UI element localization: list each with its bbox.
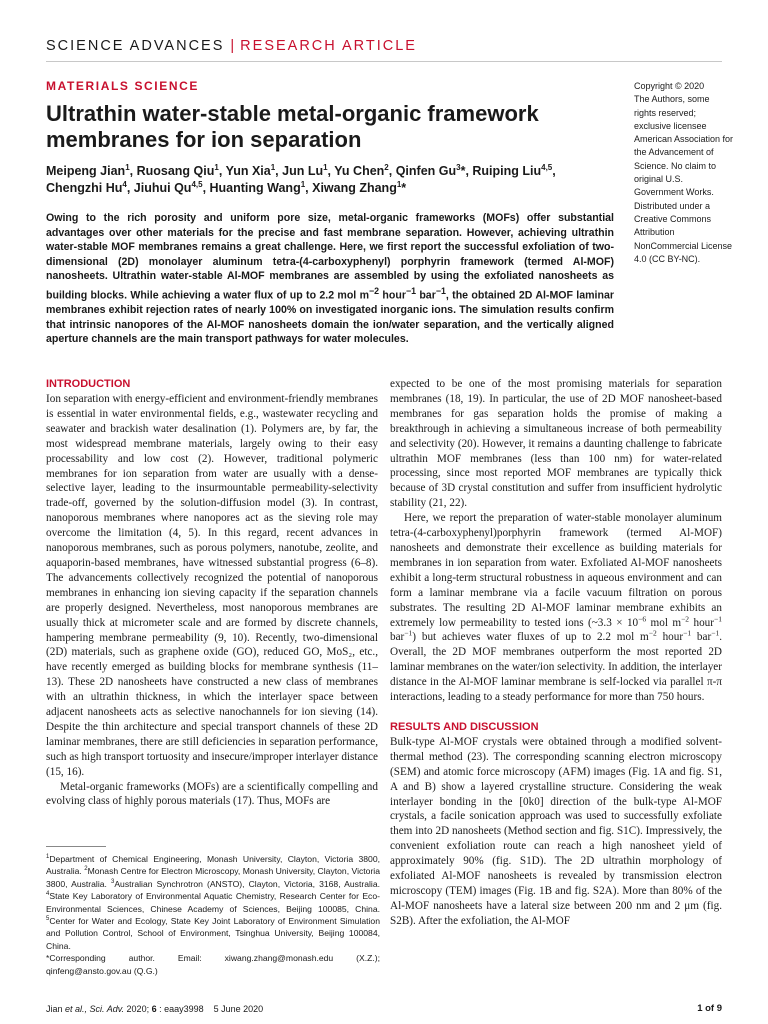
author: Jiuhui Qu$^{4,5}$,: [133, 179, 210, 195]
right-column: [390, 377, 722, 929]
affiliations: [46, 853, 380, 977]
author: Ruosang Qiu$^1$,: [136, 162, 226, 178]
header-separator: |: [230, 38, 235, 54]
footnote-divider: [46, 846, 106, 847]
body-paragraph: expected to be one of the most promising materials for separation membranes (18, 19). In particular, the use of 2D MOF nanosheet-based membranes for gas separation holds the promise of making a breakthrough in achieving a simultaneous increase of both permeability and selectivity (20). However, it remains a daunting challenge to fabricate ultrathin MOF membranes (less than 100 nm) for water-related processing, since most reported MOF membranes are typically thick because of 3D crystal constitution and suffer from insufficient hydrolytic stability (21, 22).: [390, 378, 722, 510]
section-heading-results: RESULTS AND DISCUSSION: [390, 720, 539, 733]
article-type: RESEARCH ARTICLE: [240, 38, 417, 54]
journal-header: [46, 38, 417, 54]
author: Chengzhi Hu$^4$,: [46, 179, 134, 195]
author: Jun Lu$^1$,: [282, 162, 335, 178]
body-paragraph: Metal-organic frameworks (MOFs) are a scientifically compelling and evolving class of highly porous materials (17). Thus, MOFs are: [46, 780, 378, 808]
author-list: [46, 163, 606, 197]
abstract: [46, 211, 614, 347]
author: Yu Chen$^2$,: [334, 162, 396, 178]
body-paragraph: Bulk-type Al-MOF crystals were obtained through a modified solvent-thermal method (23). The corresponding scanning electron microscopy (SEM) and atomic force microscopy (AFM) images (Fig. 1A and fig. S1, A and B) show a layered crystalline structure. Considering the weak interlayer bonding in the [0k0] direction of the bulk-type Al-MOF crystals, a facile sonication approach was used to successfully exfoliate them into 2D nanosheets (Method section and fig. S1C). Impressively, the convenient exfoliation route can reach a high nanosheet yield of approximately 90% (fig. S1D). The 2D ultrathin morphology of exfoliated Al-MOF nanosheets is revealed by transmission electron microscopy (TEM) images (Fig. 1B and fig. S2A). More than 80% of the Al-MOF nanosheets have a lateral size between 200 nm and 2 μm (fig. S2B). After the exfoliation, the Al-MOF: [390, 735, 722, 927]
abstract-text: Owing to the rich porosity and uniform pore size, metal-organic frameworks (MOFs) offer substantial advantages over other materials for the precise and fast membrane separation. However, achieving ultrathin water-stable MOF membranes remains a great challenge. Here, we first report the successful exfoliation of two-dimensional (2D) monolayer aluminum tetra-(4-carboxyphenyl) porphyrin framework (termed Al-MOF) nanosheets. Ultrathin water-stable Al-MOF membranes are assembled by using the exfoliated nanosheets as building blocks. While achieving a water flux of up to 2.2 mol $m^{-2}$ hour$^{-1}$ bar$^{-1}$, the obtained 2D Al-MOF laminar membranes exhibit rejection rates of nearly 100% on investigated inorganic ions. The simulation results confirm that intrinsic nanopores of the Al-MOF nanosheets domain the ion/water separation, and the vertically aligned aperture channels are the main transport pathways for water molecules.: [46, 212, 614, 346]
body-paragraph: Ion separation with energy-efficient and environment-friendly membranes is essential in water environmental fields, e.g., wastewater recycling and seawater and brackish water desalination (1). Polymers are, by far, the most widespread membrane materials, largely owing to their easy processability and low cost (2). However, traditional polymeric membranes for ion separation from water are usually with a dense-selective layer, leading to the insurmountable permeability-selectivity trade-off, governed by the solution-diffusion model (3). In contrast, nanoporous membranes where nanopores act as the sieving role may overcome the limitation (4, 5). In this regard, recent advances in nanoporous membranes, such as porous polymers, nanotube, zeolite, and aquaporin-based membranes, have witnessed substantial progress (6–8). The advancements collectively recognized the potential of nanoporous membranes in enhancing ion sieving capacity if the separation channels are properly designed. Nevertheless, most nanoporous membranes are usually thick at micrometer scale and are formed by discrete channels, hampering membrane permeability (9, 10). Recently, two-dimensional (2D) materials, such as graphene oxide (GO), reduced GO, MoS₂, etc., have recently emerged as building blocks for membrane synthesis (11–13). These 2D nanosheets have constructed a new class of membranes with an ultrathin thickness, in which the interlayer space between adjacent nanosheets acts as selective nanochannels for ion sieving (14). Despite the thin architecture and special transport channels of these 2D laminar membranes, there are still deficiencies in separation performance, such as high transport tortuosity and insecure/improper interlayer distance (15, 16).: [46, 393, 378, 778]
section-heading-introduction: INTRODUCTION: [46, 378, 131, 390]
copyright-line: Copyright © 2020: [634, 81, 705, 91]
affiliation-list: $^1$Department of Chemical Engineering, Monash University, Clayton, Victoria 3800, Australia. $^2$Monash Centre for Electron Microscopy, Monash University, Clayton, Victoria 3800, Australia. $^3$Australian Synchrotron (ANSTO), Clayton, Victoria, 3168, Australia. $^4$State Key Laboratory of Environmental Aquatic Chemistry, Research Center for Eco-Environmental Sciences, Chinese Academy of Sciences, Beijing 100085, China. $^5$Center for Water and Ecology, State Key Joint Laboratory of Environment Simulation and Pollution Control, School of Environment, Tsinghua University, Beijing 100084, China.: [46, 854, 380, 951]
header-divider: [46, 61, 722, 62]
article-title: Ultrathin water-stable metal-organic framework membranes for ion separation: [46, 101, 539, 152]
author: Qinfen Gu$^3$*,: [395, 162, 473, 178]
publication-date: 5 June 2020: [213, 1004, 264, 1014]
journal-name: SCIENCE ADVANCES: [46, 38, 225, 54]
author: Ruiping Liu$^{4,5}$,: [472, 162, 556, 178]
left-column: [46, 377, 378, 809]
citation-footer: Jian et al., Sci. Adv. 2020; 6 : eaay3998 5 June 2020: [46, 1004, 264, 1014]
body-paragraph: Here, we report the preparation of water-stable monolayer aluminum tetra-(4-carboxyphenyl)porphyrin framework (termed Al-MOF) nanosheets and demonstrate their excellence as building materials for membranes in ion separation from water. Exfoliated Al-MOF nanosheets exhibit a long-term structural robustness in aqueous environment and can form a laminar membrane via a facile vacuum filtration on porous substrates. The resulting 2D Al-MOF laminar membrane exhibits an extremely low permeability to tested ions (~3.3 × $10^{-6}$ mol $m^{-2}$ hour$^{-1}$ bar$^{-1}$) but achieves water fluxes of up to 2.2 mol $m^{-2}$ hour$^{-1}$ bar$^{-1}$. Overall, the 2D MOF membranes outperform the most reported 2D laminar membranes on the water/ion selectivity. In addition, the interlayer distance in the Al-MOF laminar membrane is self-locked via parallel π-π interactions, leading to a steady performance for more than 750 hours.: [390, 512, 722, 704]
author: Xiwang Zhang$^1$*: [312, 179, 407, 195]
page-number: 1 of 9: [697, 1003, 722, 1014]
author: Meipeng Jian$^1$,: [46, 162, 137, 178]
copyright-body: The Authors, some rights reserved; exclusive licensee American Association for the Advancement of Science. No claim to original U.S. Government Works. Distributed under a Creative Commons Attribution NonCommercial License 4.0 (CC BY-NC).: [634, 94, 734, 264]
author: Yun Xia$^1$,: [225, 162, 283, 178]
author: Huanting Wang$^1$,: [209, 179, 313, 195]
section-tag: MATERIALS SCIENCE: [46, 79, 199, 93]
copyright-notice: [634, 80, 734, 266]
corresponding-author: *Corresponding author. Email: xiwang.zhang@monash.edu (X.Z.); qinfeng@ansto.gov.au (Q.G.): [46, 953, 380, 976]
